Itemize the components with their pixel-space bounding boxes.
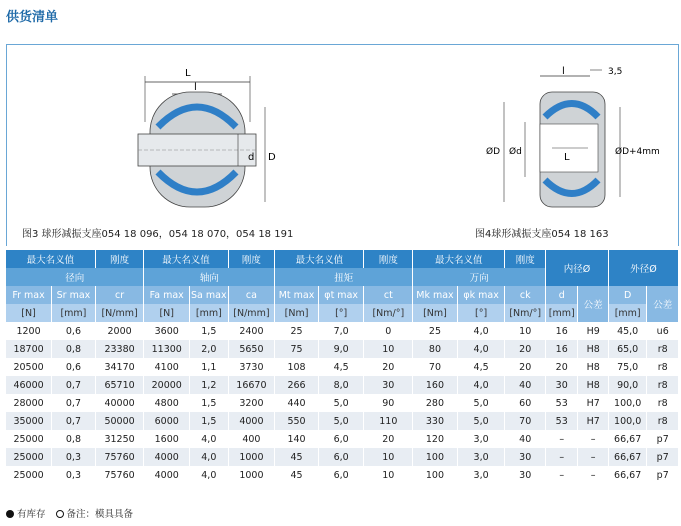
table-header-row-units — [6, 304, 679, 322]
table-cell: 53 — [546, 412, 578, 430]
table-cell: 16670 — [228, 376, 275, 394]
unit-cell: [mm] — [190, 304, 229, 322]
table-cell: H8 — [578, 376, 608, 394]
table-cell: 10 — [364, 340, 413, 358]
table-cell: 0,8 — [52, 430, 96, 448]
hollow-circle-icon — [56, 510, 64, 518]
table-cell: 5,0 — [318, 394, 364, 412]
supply-table — [6, 250, 679, 484]
table-cell: r8 — [647, 376, 679, 394]
table-cell: 1,5 — [190, 322, 229, 340]
table-cell: 0 — [364, 322, 413, 340]
unit-cell: [N/mm] — [95, 304, 144, 322]
unit-cell: [mm] — [546, 304, 578, 322]
table-cell: 1000 — [228, 466, 275, 484]
header-cell-radial: 径向 — [6, 268, 144, 286]
table-cell: 4100 — [144, 358, 190, 376]
header-cell: 刚度 — [95, 250, 144, 268]
table-cell: 25 — [275, 322, 319, 340]
table-cell: 16 — [546, 322, 578, 340]
table-cell: 23380 — [95, 340, 144, 358]
table-cell: 0,7 — [52, 376, 96, 394]
table-cell: 4,0 — [457, 340, 505, 358]
page-title: 供货清单 — [6, 10, 59, 25]
table-cell: 0,6 — [52, 322, 96, 340]
table-cell: 2,0 — [190, 340, 229, 358]
table-row — [6, 412, 679, 430]
table-cell: 11300 — [144, 340, 190, 358]
table-cell: 30 — [505, 448, 546, 466]
unit-cell: [N] — [144, 304, 190, 322]
table-row — [6, 340, 679, 358]
table-cell: 400 — [228, 430, 275, 448]
table-cell: 20000 — [144, 376, 190, 394]
table-row — [6, 358, 679, 376]
fig4-label-3-5: 3,5 — [608, 67, 623, 77]
table-cell: – — [546, 430, 578, 448]
header-cell: 刚度 — [228, 250, 275, 268]
table-cell: 53 — [546, 394, 578, 412]
table-cell: 6,0 — [318, 466, 364, 484]
fig3-label-D: D — [268, 152, 276, 163]
table-cell: H7 — [578, 412, 608, 430]
table-cell: H8 — [578, 340, 608, 358]
table-cell: 5,0 — [457, 412, 505, 430]
fig3-label-L: L — [185, 68, 191, 79]
table-cell: 45 — [275, 466, 319, 484]
table-cell: 0,6 — [52, 358, 96, 376]
table-cell: 3730 — [228, 358, 275, 376]
table-cell: 34170 — [95, 358, 144, 376]
figure-3-caption: 图3 球形减振支座054 18 096，054 18 070，054 18 191 — [22, 229, 294, 240]
table-cell: 550 — [275, 412, 319, 430]
legend-note-label: 备注：模具具备 — [66, 509, 134, 520]
table-cell: 40 — [505, 430, 546, 448]
unit-cell: [Nm/°] — [505, 304, 546, 322]
table-cell: 70 — [505, 412, 546, 430]
figure-4-drawing — [480, 62, 660, 222]
table-cell: 2400 — [228, 322, 275, 340]
table-cell: 1600 — [144, 430, 190, 448]
table-cell: 7,0 — [318, 322, 364, 340]
table-cell: 20 — [505, 340, 546, 358]
header-cell-axial: 轴向 — [144, 268, 275, 286]
header-cell: φk max — [457, 286, 505, 304]
table-cell: 5,0 — [318, 412, 364, 430]
table-cell: 0,8 — [52, 340, 96, 358]
table-cell: r8 — [647, 412, 679, 430]
table-cell: 440 — [275, 394, 319, 412]
table-cell: 100,0 — [608, 412, 647, 430]
table-cell: 31250 — [95, 430, 144, 448]
table-cell: 46000 — [6, 376, 52, 394]
header-cell: 最大名义值 — [6, 250, 95, 268]
header-cell: ck — [505, 286, 546, 304]
table-cell: 4800 — [144, 394, 190, 412]
table-cell: 16 — [546, 340, 578, 358]
table-cell: 35000 — [6, 412, 52, 430]
table-cell: 100 — [413, 466, 458, 484]
table-row — [6, 376, 679, 394]
table-cell: – — [546, 448, 578, 466]
table-cell: p7 — [647, 430, 679, 448]
table-cell: 4,0 — [457, 376, 505, 394]
table-cell: r8 — [647, 394, 679, 412]
unit-cell: [N/mm] — [228, 304, 275, 322]
table-cell: 30 — [505, 466, 546, 484]
table-cell: 66,67 — [608, 430, 647, 448]
table-cell: 110 — [364, 412, 413, 430]
table-cell: 0,3 — [52, 448, 96, 466]
table-cell: 4000 — [144, 448, 190, 466]
table-cell: 60 — [505, 394, 546, 412]
table-cell: 108 — [275, 358, 319, 376]
legend — [6, 506, 133, 520]
header-cell: Fr max — [6, 286, 52, 304]
table-cell: 1,2 — [190, 376, 229, 394]
table-cell: 20 — [546, 358, 578, 376]
table-cell: 3200 — [228, 394, 275, 412]
header-cell: cr — [95, 286, 144, 304]
header-cell-inner-diameter: 内径Ø — [546, 250, 609, 286]
table-cell: 3600 — [144, 322, 190, 340]
unit-cell: [Nm/°] — [364, 304, 413, 322]
table-cell: 266 — [275, 376, 319, 394]
table-cell: 40 — [505, 376, 546, 394]
table-cell: 3,0 — [457, 448, 505, 466]
table-cell: 40000 — [95, 394, 144, 412]
table-row — [6, 430, 679, 448]
table-cell: 75760 — [95, 466, 144, 484]
fig4-label-l: l — [562, 66, 565, 77]
table-cell: 4,0 — [190, 448, 229, 466]
table-cell: 9,0 — [318, 340, 364, 358]
table-cell: 1200 — [6, 322, 52, 340]
table-cell: 1,5 — [190, 412, 229, 430]
table-cell: 0,7 — [52, 412, 96, 430]
header-cell-tolerance-d: 公差 — [578, 286, 608, 322]
header-cell: ca — [228, 286, 275, 304]
header-cell: d — [546, 286, 578, 304]
table-cell: 20 — [505, 358, 546, 376]
table-cell: 75760 — [95, 448, 144, 466]
table-cell: 65710 — [95, 376, 144, 394]
table-cell: p7 — [647, 448, 679, 466]
table-cell: 4000 — [144, 466, 190, 484]
table-cell: 45 — [275, 448, 319, 466]
table-cell: 3,0 — [457, 466, 505, 484]
table-cell: 1,1 — [190, 358, 229, 376]
header-cell-cardanic: 万向 — [413, 268, 546, 286]
table-cell: 18700 — [6, 340, 52, 358]
table-cell: 75 — [275, 340, 319, 358]
header-cell: ct — [364, 286, 413, 304]
header-cell: φt max — [318, 286, 364, 304]
table-header-row-1 — [6, 250, 679, 268]
table-cell: 10 — [364, 448, 413, 466]
table-cell: 120 — [413, 430, 458, 448]
header-cell: 刚度 — [364, 250, 413, 268]
fig4-label-L: L — [564, 152, 570, 163]
table-cell: 70 — [413, 358, 458, 376]
header-cell-tolerance-D: 公差 — [647, 286, 679, 322]
unit-cell: [N] — [6, 304, 52, 322]
table-cell: 4000 — [228, 412, 275, 430]
table-cell: r8 — [647, 358, 679, 376]
header-cell: 最大名义值 — [413, 250, 505, 268]
unit-cell: [mm] — [52, 304, 96, 322]
fig4-label-OD: ØD — [486, 147, 501, 157]
header-cell: Mk max — [413, 286, 458, 304]
table-cell: u6 — [647, 322, 679, 340]
table-cell: H9 — [578, 322, 608, 340]
table-cell: 4,0 — [190, 466, 229, 484]
fig3-label-l: l — [194, 82, 197, 93]
table-cell: 6,0 — [318, 430, 364, 448]
header-cell-outer-diameter: 外径Ø — [608, 250, 678, 286]
header-cell: 刚度 — [505, 250, 546, 268]
table-cell: – — [546, 466, 578, 484]
table-cell: 66,67 — [608, 448, 647, 466]
table-cell: 3,0 — [457, 430, 505, 448]
table-cell: 100,0 — [608, 394, 647, 412]
table-cell: H8 — [578, 358, 608, 376]
header-cell: 最大名义值 — [144, 250, 228, 268]
table-cell: 20500 — [6, 358, 52, 376]
table-cell: 25000 — [6, 430, 52, 448]
table-row — [6, 448, 679, 466]
header-cell: Sr max — [52, 286, 96, 304]
table-cell: 10 — [505, 322, 546, 340]
legend-in-stock — [6, 506, 46, 520]
table-cell: 4,5 — [318, 358, 364, 376]
legend-in-stock-label: 有库存 — [17, 509, 46, 520]
table-row — [6, 322, 679, 340]
table-cell: 28000 — [6, 394, 52, 412]
table-row — [6, 466, 679, 484]
table-cell: 75,0 — [608, 358, 647, 376]
table-cell: 50000 — [95, 412, 144, 430]
header-cell-torque: 扭矩 — [275, 268, 413, 286]
table-cell: – — [578, 466, 608, 484]
table-cell: – — [578, 448, 608, 466]
table-cell: 45,0 — [608, 322, 647, 340]
table-cell: 80 — [413, 340, 458, 358]
table-cell: 66,67 — [608, 466, 647, 484]
table-cell: 5,0 — [457, 394, 505, 412]
table-cell: 6000 — [144, 412, 190, 430]
table-cell: 1000 — [228, 448, 275, 466]
table-cell: 4,0 — [190, 430, 229, 448]
table-cell: 2000 — [95, 322, 144, 340]
table-cell: p7 — [647, 466, 679, 484]
legend-note — [56, 506, 134, 520]
table-row — [6, 394, 679, 412]
table-cell: r8 — [647, 340, 679, 358]
table-cell: H7 — [578, 394, 608, 412]
header-cell: D — [608, 286, 647, 304]
unit-cell: [Nm] — [413, 304, 458, 322]
table-cell: 100 — [413, 448, 458, 466]
unit-cell: [mm] — [608, 304, 647, 322]
header-cell: Sa max — [190, 286, 229, 304]
fig4-label-Od: Ød — [509, 147, 522, 157]
table-cell: 4,0 — [457, 322, 505, 340]
table-cell: – — [578, 430, 608, 448]
table-cell: 90,0 — [608, 376, 647, 394]
fig4-label-OD4: ØD+4mm — [615, 147, 660, 157]
table-cell: 0,3 — [52, 466, 96, 484]
table-cell: 8,0 — [318, 376, 364, 394]
table-cell: 5650 — [228, 340, 275, 358]
table-cell: 65,0 — [608, 340, 647, 358]
table-cell: 10 — [364, 466, 413, 484]
table-cell: 280 — [413, 394, 458, 412]
table-cell: 1,5 — [190, 394, 229, 412]
figure-4-caption: 图4球形减振支座054 18 163 — [475, 229, 609, 240]
table-cell: 0,7 — [52, 394, 96, 412]
unit-cell: [°] — [457, 304, 505, 322]
table-cell: 20 — [364, 430, 413, 448]
unit-cell: [°] — [318, 304, 364, 322]
table-cell: 90 — [364, 394, 413, 412]
table-cell: 330 — [413, 412, 458, 430]
table-body — [6, 322, 679, 484]
table-cell: 160 — [413, 376, 458, 394]
table-cell: 25 — [413, 322, 458, 340]
table-cell: 25000 — [6, 466, 52, 484]
table-cell: 4,5 — [457, 358, 505, 376]
filled-circle-icon — [6, 510, 14, 518]
header-cell: 最大名义值 — [275, 250, 364, 268]
fig3-label-d: d — [248, 152, 255, 163]
header-cell: Mt max — [275, 286, 319, 304]
table-cell: 6,0 — [318, 448, 364, 466]
table-cell: 30 — [364, 376, 413, 394]
table-cell: 25000 — [6, 448, 52, 466]
table-cell: 20 — [364, 358, 413, 376]
unit-cell: [Nm] — [275, 304, 319, 322]
table-header-row-3 — [6, 286, 679, 304]
table-cell: 140 — [275, 430, 319, 448]
header-cell: Fa max — [144, 286, 190, 304]
figure-3-drawing — [120, 62, 280, 222]
table-cell: 30 — [546, 376, 578, 394]
